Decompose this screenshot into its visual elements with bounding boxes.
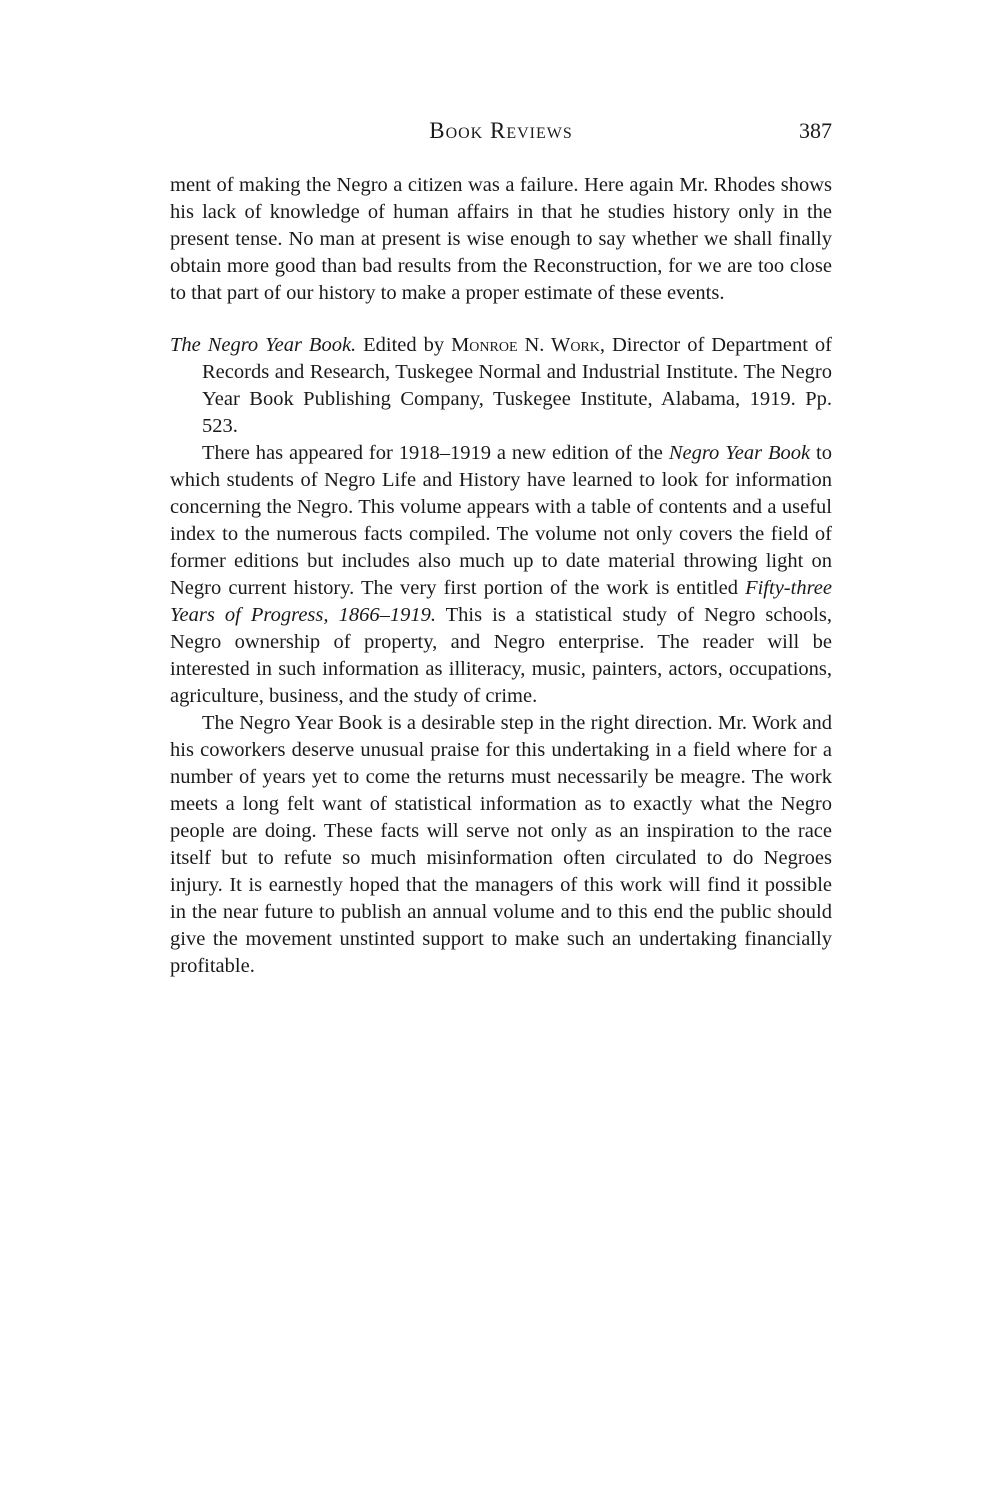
page-number: 387 <box>799 118 832 143</box>
p1-part-b: to which students of Negro Life and History have learned to look for information concerning the Negro. This volume appears with a table of contents and a useful index to the numerous facts compiled. The volume not only covers the field of former editions but includes also much up to date material throwing light on Negro current history. The very first portion of the work is entitled <box>170 442 832 599</box>
p1-part-c: This is a statistical study of Negro schools, Negro ownership of property, and Negro enterprise. The reader will be interested in such information as illiteracy, music, painters, actors, occupations, agriculture, business, and the study of crime. <box>170 604 833 707</box>
book-title: The Negro Year Book. <box>170 334 357 356</box>
p1-section-title: Fifty-three Years of Progress, 1866–1919. <box>170 577 832 626</box>
review-paragraph-2: The Negro Year Book is a desirable step in the right direction. Mr. Work and his coworkers deserve unusual praise for this undertaking in a field where for a number of years yet to come the returns must necessarily be meagre. The work meets a long felt want of statistical information as to exactly what the Negro people are doing. These facts will serve not only as an inspiration to the race itself but to refute so much misinformation often circulated to do Negroes injury. It is earnestly hoped that the managers of this work will find it possible in the near future to publish an annual volume and to this end the public should give the movement unstinted support to make such an undertaking financially profitable. <box>170 712 832 977</box>
citation-details: , Director of Department of Records and Research, Tuskegee Normal and Industrial Institute. The Negro Year Book Publishing Company, Tuskegee Institute, Alabama, 1919. Pp. 523. <box>202 334 833 437</box>
running-head-title: Book Reviews <box>429 118 573 143</box>
editor-name: Monroe N. Work <box>451 334 600 356</box>
review-paragraph-1 <box>170 440 832 710</box>
continued-paragraph: ment of making the Negro a citizen was a failure. Here again Mr. Rhodes shows his lack of knowledge of human affairs in that he studies history only in the present tense. No man at present is wise enough to say whether we shall finally obtain more good than bad results from the Reconstruction, for we are too close to that part of our history to make a proper estimate of these events. <box>170 174 832 304</box>
running-head <box>170 118 832 152</box>
p1-part-a: There has appeared for 1918–1919 a new edition of the <box>202 442 669 464</box>
edited-by-label: Edited by <box>363 334 445 356</box>
review-citation <box>170 332 832 440</box>
page <box>170 118 832 980</box>
p1-book-title: Negro Year Book <box>668 442 811 464</box>
